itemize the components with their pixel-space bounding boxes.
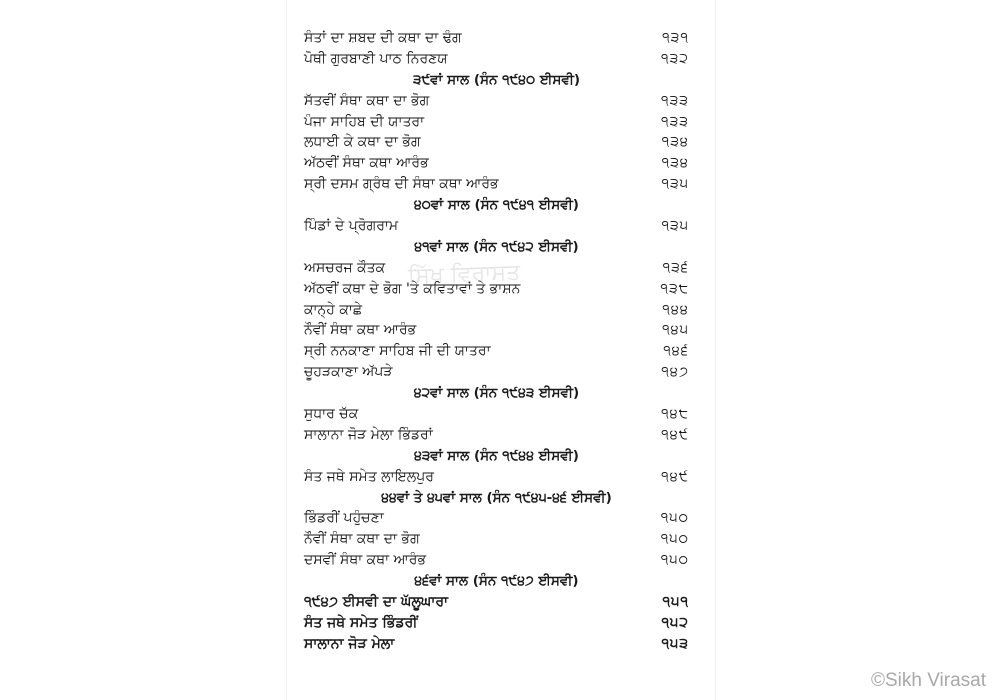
toc-entry [304,216,689,237]
toc-entry [304,153,689,174]
entry-title: ਅੱਠਵੀਂ ਸੰਥਾ ਕਥਾ ਆਰੰਭ [304,155,429,172]
entry-title: ਪੋਥੀ ਗੁਰਬਾਣੀ ਪਾਠ ਨਿਰਣਯ [304,50,448,67]
toc-entry [304,404,689,425]
toc-entry [304,91,689,112]
entry-page-number: ੧੩੩ [660,92,689,109]
entry-title: ਸੰਤ ਜਥੇ ਸਮੇਤ ਭਿੰਡਰੀਂ [304,614,418,631]
entry-title: ਅਸਚਰਜ ਕੌਤਕ [304,259,386,276]
entry-page-number: ੧੩੨ [660,50,689,67]
entry-title: ਨੌਵੀਂ ਸੰਥਾ ਕਥਾ ਦਾ ਭੋਗ [304,531,420,548]
section-heading-text: ੩੯ਵਾਂ ਸਾਲ (ਸੰਨ ੧੯੪੦ ਈਸਵੀ) [412,71,581,88]
toc-section-heading [304,571,689,592]
entry-page-number: ੧੪੮ [661,406,689,423]
toc-section-heading [304,70,689,91]
entry-page-number: ੧੩੮ [660,280,689,297]
entry-page-number: ੧੪੫ [662,322,689,339]
toc-entry [304,508,689,529]
entry-title: ਸਾਲਾਨਾ ਜੋੜ ਮੇਲਾ ਭਿੰਡਰਾਂ [304,426,433,443]
toc-section-heading [304,195,689,216]
toc-entry [304,613,689,634]
section-heading-text: ੪੬ਵਾਂ ਸਾਲ (ਸੰਨ ੧੯੪੭ ਈਸਵੀ) [414,573,579,590]
toc-section-heading [304,446,689,467]
entry-page-number: ੧੩੩ [660,113,689,130]
section-heading-text: ੪੦ਵਾਂ ਸਾਲ (ਸੰਨ ੧੯੪੧ ਈਸਵੀ) [414,197,579,214]
entry-page-number: ੧੪੬ [663,343,689,360]
section-heading-text: ੪੩ਵਾਂ ਸਾਲ (ਸੰਨ ੧੯੪੪ ਈਸਵੀ) [414,447,579,464]
toc-entry [304,320,689,341]
entry-page-number: ੧੩੫ [661,176,689,193]
entry-title: ਸੱਤਵੀਂ ਸੰਥਾ ਕਥਾ ਦਾ ਭੋਗ [304,92,430,109]
entry-page-number: ੧੩੪ [661,134,689,151]
entry-title: ਸ੍ਰੀ ਦਸਮ ਗ੍ਰੰਥ ਦੀ ਸੰਥਾ ਕਥਾ ਆਰੰਭ [304,176,499,193]
entry-page-number: ੧੪੪ [662,301,689,318]
table-of-contents [304,28,689,655]
toc-entry [304,592,689,613]
toc-entry [304,174,689,195]
copyright-notice: ©Sikh Virasat [870,670,986,691]
entry-page-number: ੧੫੦ [660,510,689,527]
entry-page-number: ੧੫੦ [660,552,689,569]
entry-title: ਸੰਤਾਂ ਦਾ ਸ਼ਬਦ ਦੀ ਕਥਾ ਦਾ ਢੰਗ [304,30,462,46]
entry-page-number: ੧੫੩ [661,635,689,652]
toc-entry [304,425,689,446]
entry-page-number: ੧੪੯ [661,468,689,485]
entry-page-number: ੧੫੧ [662,594,689,611]
section-heading-text: ੪੪ਵਾਂ ਤੇ ੪੫ਵਾਂ ਸਾਲ (ਸੰਨ ੧੯੪੫-੪੬ ਈਸਵੀ) [381,489,612,506]
entry-title: ਕਾਨ੍ਹੇ ਕਾਛੇ [304,301,363,318]
entry-title: ਸੁਧਾਰ ਚੱਕ [304,406,359,423]
entry-title: ਦਸਵੀਂ ਸੰਥਾ ਕਥਾ ਆਰੰਭ [304,552,427,569]
section-heading-text: ੪੧ਵਾਂ ਸਾਲ (ਸੰਨ ੧੯੪੨ ਈਸਵੀ) [414,238,579,255]
entry-page-number: ੧੫੦ [660,531,689,548]
toc-section-heading [304,383,689,404]
toc-entry [304,49,689,70]
section-heading-text: ੪੨ਵਾਂ ਸਾਲ (ਸੰਨ ੧੯੪੩ ਈਸਵੀ) [413,385,580,402]
entry-page-number: ੧੩੫ [661,218,689,235]
entry-page-number: ੧੩੧ [662,30,689,46]
toc-entry [304,362,689,383]
toc-entry [304,300,689,321]
toc-entry [304,341,689,362]
entry-title: ਸ੍ਰੀ ਨਨਕਾਣਾ ਸਾਹਿਬ ਜੀ ਦੀ ਯਾਤਰਾ [304,343,491,360]
entry-title: ਚੂਹੜਕਾਣਾ ਅੱਪੜੇ [304,364,393,381]
toc-entry [304,112,689,133]
entry-page-number: ੧੫੨ [661,614,689,631]
entry-page-number: ੧੪੭ [661,364,689,381]
entry-title: ਭਿੰਡਰੀਂ ਪਹੁੰਚਣਾ [304,510,384,527]
toc-entry [304,529,689,550]
toc-entry [304,550,689,571]
entry-page-number: ੧੪੯ [661,426,689,443]
toc-entry [304,634,689,655]
entry-title: ਸਾਲਾਨਾ ਜੋੜ ਮੇਲਾ [304,635,395,652]
entry-page-number: ੧੩੬ [662,259,689,276]
entry-title: ਨੌਵੀਂ ਸੰਥਾ ਕਥਾ ਆਰੰਭ [304,322,417,339]
entry-title: ਸੰਤ ਜਥੇ ਸਮੇਤ ਲਾਇਲਪੁਰ [304,468,434,485]
toc-entry [304,28,689,49]
watermark-text: ਸਿੱਖ ਵਿਰਾਸਤ [407,260,521,289]
toc-entry [304,132,689,153]
toc-entry [304,467,689,488]
toc-section-heading [304,488,689,509]
entry-title: ਲਧਾਈ ਕੇ ਕਥਾ ਦਾ ਭੋਗ [304,134,421,151]
entry-title: ਪਿੰਡਾਂ ਦੇ ਪ੍ਰੋਗਰਾਮ [304,218,399,235]
entry-title: ਅੱਠਵੀਂ ਕਥਾ ਦੇ ਭੋਗ 'ਤੇ ਕਵਿਤਾਵਾਂ ਤੇ ਭਾਸ਼ਨ [304,280,521,297]
entry-page-number: ੧੩੪ [661,155,689,172]
entry-title: ਪੰਜਾ ਸਾਹਿਬ ਦੀ ਯਾਤਰਾ [304,113,425,130]
entry-title: ੧੯੪੭ ਈਸਵੀ ਦਾ ਘੱਲੂਘਾਰਾ [304,594,449,611]
toc-section-heading [304,237,689,258]
